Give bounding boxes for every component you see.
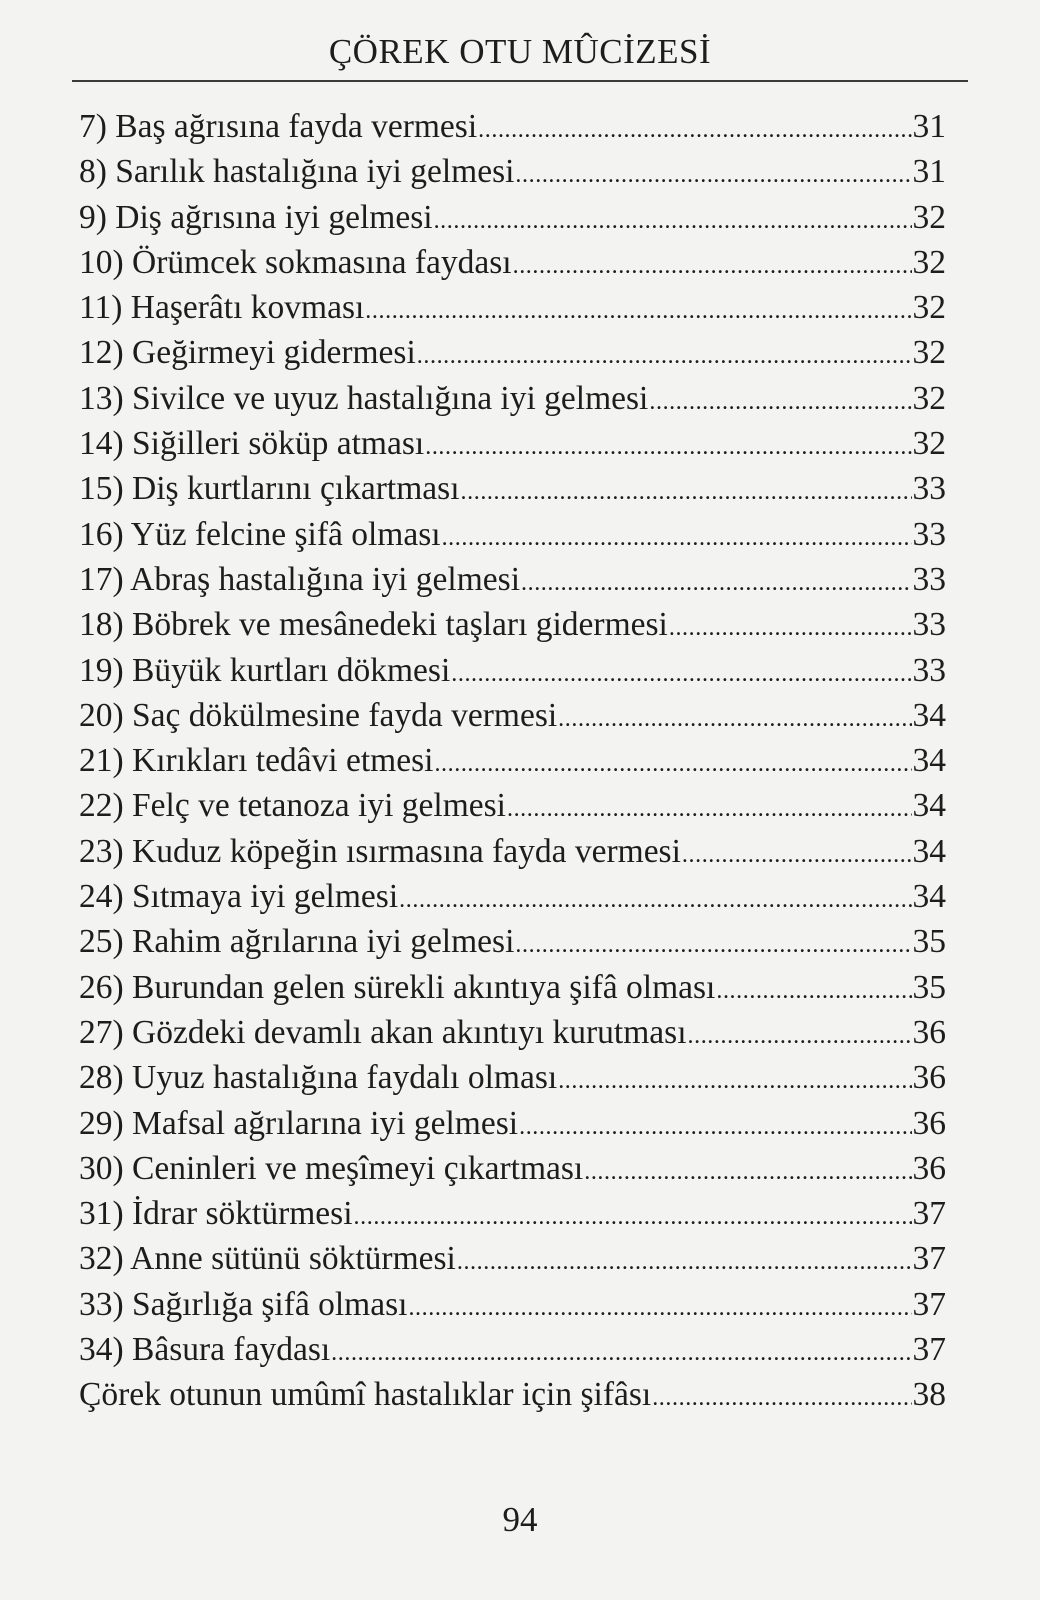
toc-entry-title: 26) Burundan gelen sürekli akıntıya şifâ olması bbox=[79, 968, 716, 1006]
toc-entry bbox=[79, 965, 946, 1010]
toc-entry-page: 34 bbox=[912, 832, 946, 870]
toc-entry bbox=[79, 376, 946, 421]
toc-entry bbox=[79, 466, 946, 511]
dot-leader bbox=[716, 969, 911, 1014]
toc-entry bbox=[79, 104, 946, 149]
toc-entry-page: 32 bbox=[912, 379, 946, 417]
toc-entry-title: 31) İdrar söktürmesi bbox=[79, 1195, 353, 1233]
toc-entry-page: 37 bbox=[912, 1331, 946, 1369]
toc-entry-page: 31 bbox=[912, 108, 946, 145]
toc-entry-title: 19) Büyük kurtları dökmesi bbox=[79, 651, 451, 689]
toc-entry-title: 22) Felç ve tetanoza iyi gelmesi bbox=[79, 787, 506, 825]
toc-entry bbox=[79, 240, 946, 285]
toc-entry-page: 34 bbox=[912, 787, 946, 825]
toc-entry-page: 32 bbox=[912, 425, 946, 463]
toc-entry-page: 32 bbox=[912, 243, 946, 281]
toc-entry-page: 36 bbox=[912, 1013, 946, 1051]
toc-entry bbox=[79, 149, 946, 194]
toc-entry bbox=[79, 1101, 946, 1146]
header-rule bbox=[72, 80, 968, 82]
toc-entry-title: Çörek otunun umûmî hastalıklar için şifâsı bbox=[79, 1376, 652, 1414]
dot-leader bbox=[558, 697, 911, 742]
toc-entry-page: 32 bbox=[912, 198, 946, 236]
toc-entry-page: 33 bbox=[912, 606, 946, 644]
dot-leader bbox=[507, 787, 912, 832]
toc-entry-title: 25) Rahim ağrılarına iyi gelmesi bbox=[79, 923, 515, 961]
dot-leader bbox=[434, 742, 911, 787]
dot-leader bbox=[457, 1240, 912, 1285]
toc-entry-page: 33 bbox=[912, 560, 946, 598]
dot-leader bbox=[425, 425, 911, 470]
toc-entry-title: 27) Gözdeki devamlı akan akıntıyı kurutması bbox=[79, 1013, 687, 1051]
toc-entry-page: 33 bbox=[912, 470, 946, 508]
toc-entry-page: 37 bbox=[912, 1240, 946, 1278]
toc-entry bbox=[79, 1372, 946, 1417]
toc-entry bbox=[79, 919, 946, 964]
toc-entry bbox=[79, 421, 946, 466]
toc-entry-title: 29) Mafsal ağrılarına iyi gelmesi bbox=[79, 1104, 519, 1142]
toc-entry bbox=[79, 1010, 946, 1055]
toc-entry bbox=[79, 1327, 946, 1372]
dot-leader bbox=[461, 470, 912, 515]
toc-entry-page: 32 bbox=[912, 334, 946, 372]
toc-entry-title: 33) Sağırlığa şifâ olması bbox=[79, 1285, 408, 1323]
toc-entry-page: 38 bbox=[912, 1376, 946, 1414]
dot-leader bbox=[652, 1376, 911, 1421]
dot-leader bbox=[649, 380, 911, 425]
toc-entry-page: 34 bbox=[912, 878, 946, 916]
toc-entry-title: 30) Ceninleri ve meşîmeyi çıkartması bbox=[79, 1149, 584, 1187]
toc-entry bbox=[79, 1146, 946, 1191]
toc-entry-title: 16) Yüz felcine şifâ olması bbox=[79, 515, 441, 553]
toc-entry-title: 23) Kuduz köpeğin ısırmasına fayda vermesi bbox=[79, 832, 681, 870]
toc-entry-page: 34 bbox=[912, 696, 946, 734]
dot-leader bbox=[688, 1014, 912, 1059]
dot-leader bbox=[519, 1105, 911, 1150]
toc-entry-title: 34) Bâsura faydası bbox=[79, 1331, 331, 1369]
toc-entry-page: 33 bbox=[912, 515, 946, 553]
dot-leader bbox=[515, 153, 911, 198]
toc-entry-page: 36 bbox=[912, 1104, 946, 1142]
page-number: 94 bbox=[502, 1500, 538, 1539]
toc-entry-page: 37 bbox=[912, 1195, 946, 1233]
toc-entry-page: 37 bbox=[912, 1285, 946, 1323]
dot-leader bbox=[669, 606, 912, 651]
toc-entry bbox=[79, 512, 946, 557]
dot-leader bbox=[331, 1331, 911, 1376]
toc-entry-title: 9) Diş ağrısına iyi gelmesi bbox=[79, 198, 433, 236]
toc-entry-title: 11) Haşerâtı kovması bbox=[79, 289, 365, 327]
toc-entry-title: 32) Anne sütünü söktürmesi bbox=[79, 1240, 456, 1278]
toc-entry bbox=[79, 330, 946, 375]
toc-entry bbox=[79, 195, 946, 240]
dot-leader bbox=[682, 833, 912, 878]
dot-leader bbox=[434, 199, 912, 244]
dot-leader bbox=[408, 1286, 911, 1331]
toc-entry-title: 18) Böbrek ve mesânedeki taşları gidermesi bbox=[79, 606, 668, 644]
toc-entry-title: 13) Sivilce ve uyuz hastalığına iyi gelmesi bbox=[79, 379, 649, 417]
toc-entry bbox=[79, 1191, 946, 1236]
dot-leader bbox=[478, 108, 911, 153]
dot-leader bbox=[515, 923, 911, 968]
dot-leader bbox=[442, 516, 912, 561]
table-of-contents bbox=[79, 104, 946, 1418]
toc-entry bbox=[79, 1282, 946, 1327]
dot-leader bbox=[451, 652, 911, 697]
dot-leader bbox=[365, 289, 911, 334]
toc-entry bbox=[79, 285, 946, 330]
toc-entry bbox=[79, 602, 946, 647]
dot-leader bbox=[354, 1195, 912, 1240]
toc-entry-title: 20) Saç dökülmesine fayda vermesi bbox=[79, 696, 558, 734]
toc-entry bbox=[79, 829, 946, 874]
toc-entry-title: 28) Uyuz hastalığına faydalı olması bbox=[79, 1059, 558, 1097]
toc-entry-title: 7) Baş ağrısına fayda vermesi bbox=[79, 108, 478, 145]
toc-entry-title: 12) Geğirmeyi gidermesi bbox=[79, 334, 416, 372]
toc-entry-title: 15) Diş kurtlarını çıkartması bbox=[79, 470, 460, 508]
toc-entry bbox=[79, 648, 946, 693]
toc-entry-title: 21) Kırıkları tedâvi etmesi bbox=[79, 742, 434, 780]
toc-entry-page: 36 bbox=[912, 1149, 946, 1187]
toc-entry-title: 8) Sarılık hastalığına iyi gelmesi bbox=[79, 153, 515, 191]
dot-leader bbox=[417, 334, 912, 379]
toc-entry bbox=[79, 783, 946, 828]
toc-entry-title: 10) Örümcek sokmasına faydası bbox=[79, 243, 512, 281]
toc-entry-page: 35 bbox=[912, 968, 946, 1006]
toc-entry-page: 32 bbox=[912, 289, 946, 327]
toc-entry bbox=[79, 693, 946, 738]
toc-entry-page: 35 bbox=[912, 923, 946, 961]
toc-entry-page: 31 bbox=[912, 153, 946, 191]
toc-entry bbox=[79, 557, 946, 602]
toc-entry-page: 33 bbox=[912, 651, 946, 689]
toc-entry-page: 34 bbox=[912, 742, 946, 780]
toc-entry-page: 36 bbox=[912, 1059, 946, 1097]
dot-leader bbox=[521, 561, 912, 606]
toc-entry bbox=[79, 1236, 946, 1281]
dot-leader bbox=[399, 878, 911, 923]
toc-entry bbox=[79, 738, 946, 783]
toc-entry-title: 14) Siğilleri söküp atması bbox=[79, 425, 425, 463]
dot-leader bbox=[584, 1150, 911, 1195]
running-head-title: ÇÖREK OTU MÛCİZESİ bbox=[328, 32, 712, 71]
dot-leader bbox=[513, 244, 912, 289]
toc-entry bbox=[79, 1055, 946, 1100]
toc-entry bbox=[79, 874, 946, 919]
toc-entry-title: 17) Abraş hastalığına iyi gelmesi bbox=[79, 560, 520, 598]
dot-leader bbox=[558, 1059, 911, 1104]
toc-entry-title: 24) Sıtmaya iyi gelmesi bbox=[79, 878, 399, 916]
